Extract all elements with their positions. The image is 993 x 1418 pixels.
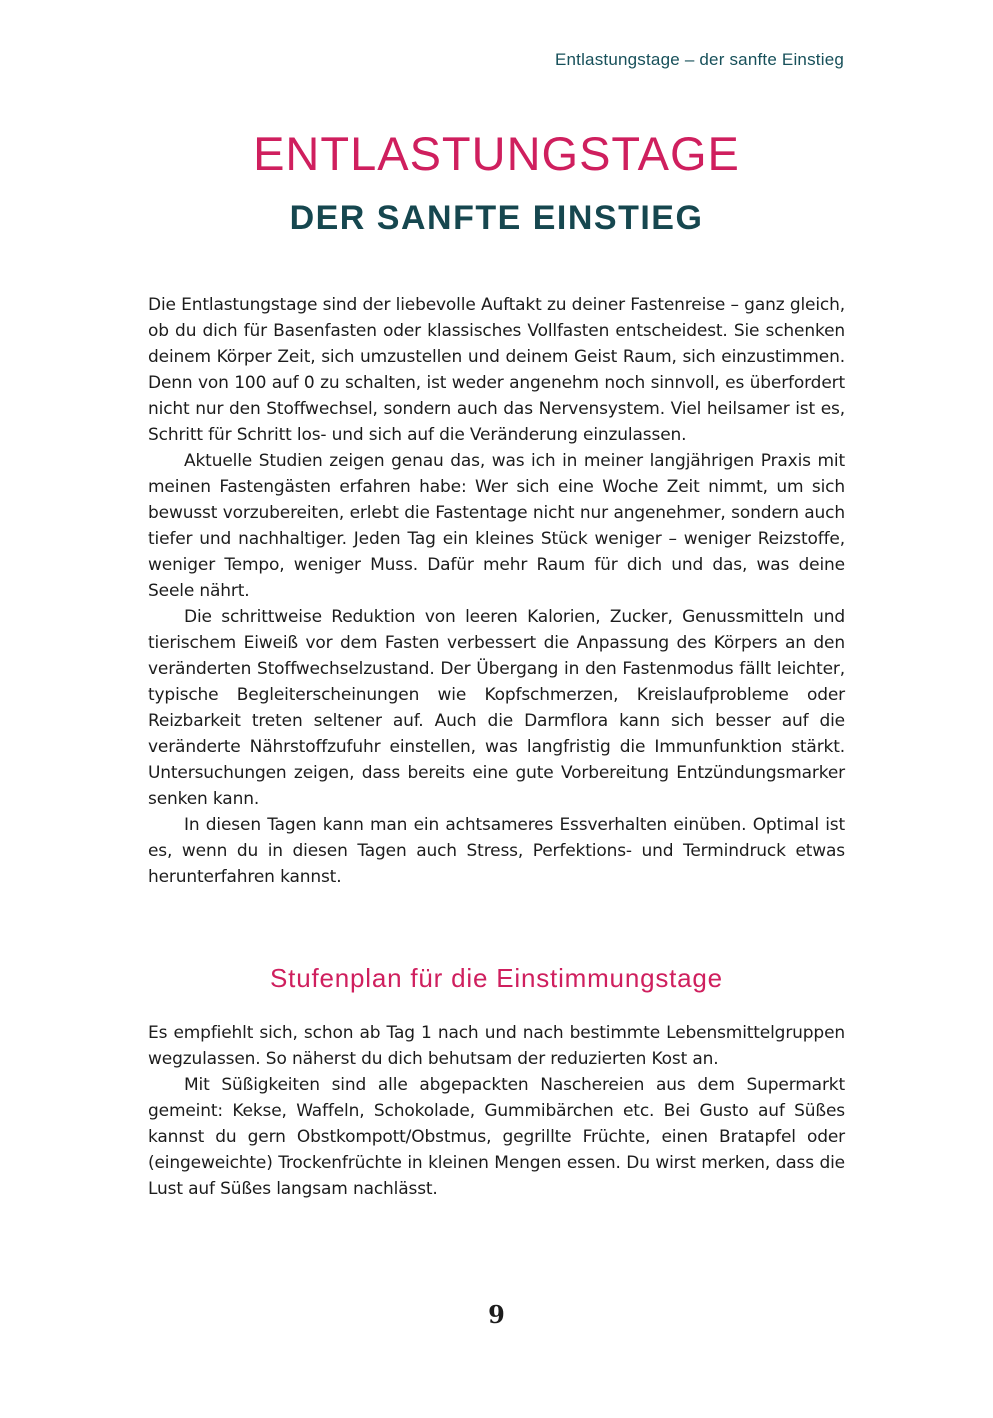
intro-text-block: [148, 292, 845, 890]
page-number: 9: [488, 1300, 505, 1329]
paragraph: Aktuelle Studien zeigen genau das, was ich in meiner langjährigen Praxis mit meinen Fastengästen erfahren habe: Wer sich eine Woche Zeit nimmt, um sich bewusst vorzubereiten, erlebt die Fastentage nicht nur angenehmer, sondern auch tiefer und nachhaltiger. Jeden Tag ein kleines Stück weniger – weniger Reizstoffe, weniger Tempo, weniger Muss. Dafür mehr Raum für dich und das, was deine Seele nährt.: [148, 451, 845, 601]
paragraph: Die Entlastungstage sind der liebevolle Auftakt zu deiner Fastenreise – ganz gleich, ob du dich für Basenfasten oder klassisches Vollfasten entscheidest. Sie schenken deinem Körper Zeit, sich umzustellen und deinem Geist Raum, sich einzustimmen. Denn von 100 auf 0 zu schalten, ist weder angenehm noch sinnvoll, es überfordert nicht nur den Stoffwechsel, sondern auch das Nervensystem. Viel heilsamer ist es, Schritt für Schritt los- und sich auf die Veränderung einzulassen.: [148, 295, 845, 445]
section-text-block: [148, 1020, 845, 1202]
paragraph: Mit Süßigkeiten sind alle abgepackten Naschereien aus dem Supermarkt gemeint: Kekse, Waffeln, Schokolade, Gummibärchen etc. Bei Gusto auf Süßes kannst du gern Obstkompott/Obstmus, gegrillte Früchte, einen Bratapfel oder (eingeweichte) Trockenfrüchte in kleinen Mengen essen. Du wirst merken, dass die Lust auf Süßes langsam nachlässt.: [148, 1075, 845, 1199]
page-subtitle: DER SANFTE EINSTIEG: [289, 199, 704, 237]
section-heading: Stufenplan für die Einstimmungstage: [270, 963, 723, 993]
paragraph: Es empfiehlt sich, schon ab Tag 1 nach und nach bestimmte Lebensmittelgruppen wegzulassen. So näherst du dich behutsam der reduzierten Kost an.: [148, 1023, 845, 1069]
page-title: ENTLASTUNGSTAGE: [253, 127, 740, 180]
paragraph: In diesen Tagen kann man ein achtsameres Essverhalten einüben. Optimal ist es, wenn du in diesen Tagen auch Stress, Perfektions- und Termindruck etwas herunterfahren kannst.: [148, 815, 845, 887]
running-header: Entlastungstage – der sanfte Einstieg: [554, 50, 844, 69]
paragraph: Die schrittweise Reduktion von leeren Kalorien, Zucker, Genussmitteln und tierischem Eiweiß vor dem Fasten verbessert die Anpassung des Körpers an den veränderten Stoffwechselzustand. Der Übergang in den Fastenmodus fällt leichter, typische Begleiterscheinungen wie Kopfschmerzen, Kreislaufprobleme oder Reizbarkeit treten seltener auf. Auch die Darmflora kann sich besser auf die veränderte Nährstoffzufuhr einstellen, was langfristig die Immunfunktion stärkt. Untersuchungen zeigen, dass bereits eine gute Vorbereitung Entzündungsmarker senken kann.: [148, 607, 845, 809]
